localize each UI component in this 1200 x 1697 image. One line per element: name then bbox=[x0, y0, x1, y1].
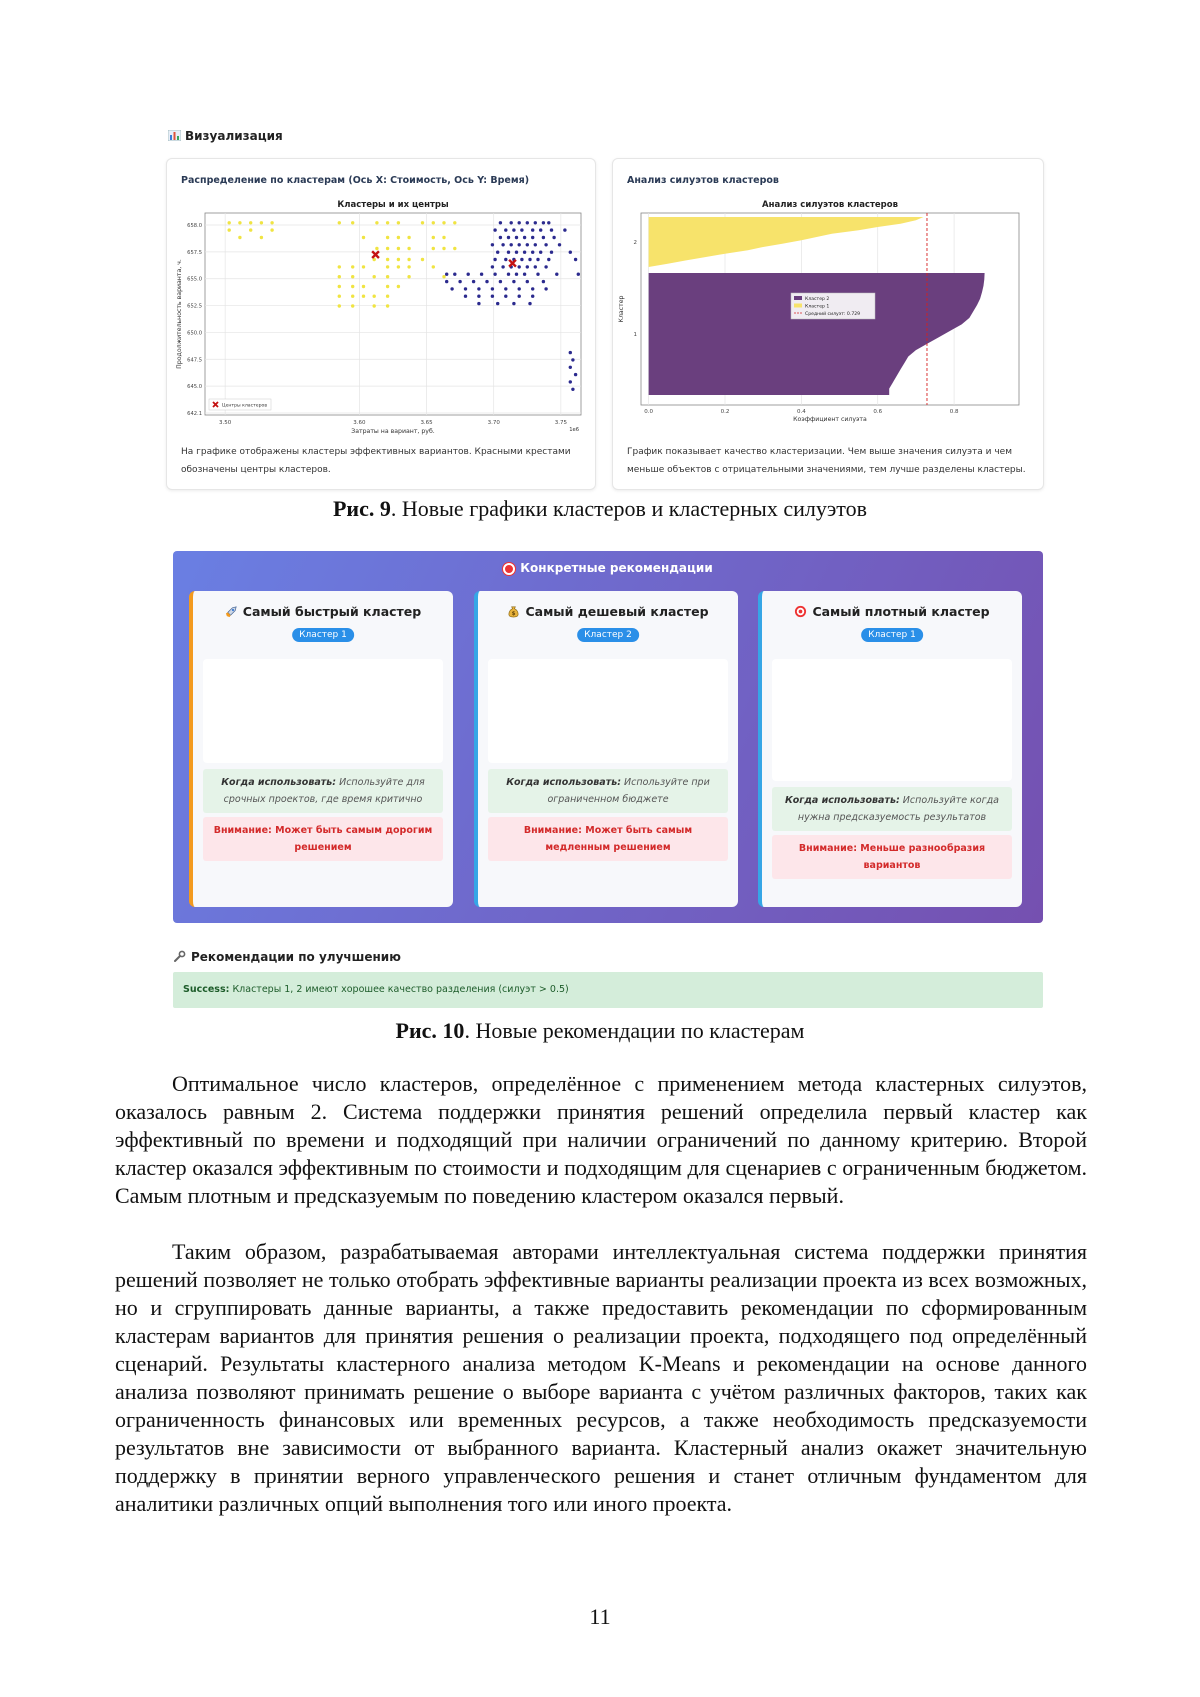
data-point bbox=[407, 265, 410, 268]
data-point bbox=[351, 295, 354, 298]
data-point bbox=[574, 258, 577, 261]
data-point bbox=[445, 273, 448, 276]
data-point bbox=[338, 221, 341, 224]
x-tick-label: 0.4 bbox=[796, 409, 806, 415]
warning-box bbox=[772, 835, 1012, 879]
cluster-badge: Кластер 2 bbox=[577, 628, 639, 642]
warning-box bbox=[203, 817, 443, 861]
data-point bbox=[338, 285, 341, 288]
data-point bbox=[526, 280, 529, 283]
card-title-text: Самый дешевый кластер bbox=[525, 604, 709, 619]
data-point bbox=[536, 273, 539, 276]
data-point bbox=[338, 295, 341, 298]
data-point bbox=[523, 236, 526, 239]
data-point bbox=[373, 304, 376, 307]
data-point bbox=[539, 228, 542, 231]
data-point bbox=[485, 280, 488, 283]
data-point bbox=[528, 302, 531, 305]
data-point bbox=[338, 304, 341, 307]
data-point bbox=[569, 251, 572, 254]
data-point bbox=[544, 265, 547, 268]
data-point bbox=[432, 221, 435, 224]
data-point bbox=[569, 380, 572, 383]
y-tick-label: 2 bbox=[633, 240, 637, 246]
card-title bbox=[762, 604, 1022, 619]
bar-chart-icon bbox=[168, 130, 181, 141]
data-point bbox=[373, 295, 376, 298]
data-point bbox=[493, 258, 496, 261]
visualization-heading bbox=[168, 129, 283, 143]
data-point bbox=[552, 236, 555, 239]
data-point bbox=[550, 251, 553, 254]
data-point bbox=[569, 351, 572, 354]
data-point bbox=[386, 304, 389, 307]
x-tick-label: 3.70 bbox=[487, 420, 500, 426]
card-title bbox=[478, 604, 738, 619]
legend-entry: Средний силуэт: 0.729 bbox=[805, 312, 861, 317]
recommendations-panel-title bbox=[173, 561, 1043, 575]
when-text: Используйте при ограниченном бюджете bbox=[547, 777, 710, 805]
x-tick-label: 3.60 bbox=[353, 420, 366, 426]
data-point bbox=[397, 221, 400, 224]
data-point bbox=[407, 258, 410, 261]
data-point bbox=[375, 247, 378, 250]
warning-label: Внимание: bbox=[798, 843, 857, 854]
data-point bbox=[407, 247, 410, 250]
data-point bbox=[375, 221, 378, 224]
silhouette-card-caption: График показывает качество кластеризации. Чем выше значения силуэта и чем меньше объектов с отрицательными значениями, тем лучше разделены кластеры. bbox=[627, 447, 1026, 475]
legend-swatch bbox=[794, 296, 802, 300]
data-point bbox=[351, 275, 354, 278]
data-point bbox=[499, 221, 502, 224]
data-point bbox=[534, 243, 537, 246]
data-point bbox=[421, 258, 424, 261]
y-tick-label: 658.0 bbox=[187, 223, 202, 229]
data-point bbox=[542, 280, 545, 283]
y-tick-label: 647.5 bbox=[187, 357, 202, 364]
legend-swatch bbox=[794, 304, 802, 308]
clusters-card-caption: На графике отображены кластеры эффективных вариантов. Красными крестами обозначены центры кластеров. bbox=[181, 447, 571, 475]
data-point bbox=[260, 236, 263, 239]
data-point bbox=[571, 388, 574, 391]
data-point bbox=[550, 228, 553, 231]
data-point bbox=[507, 273, 510, 276]
when-to-use-box bbox=[772, 787, 1012, 831]
data-point bbox=[571, 358, 574, 361]
data-point bbox=[491, 265, 494, 268]
data-point bbox=[512, 228, 515, 231]
warning-text: Меньше разнообразия вариантов bbox=[857, 843, 986, 871]
cluster-badge: Кластер 1 bbox=[292, 628, 354, 642]
data-point bbox=[507, 236, 510, 239]
data-point bbox=[518, 287, 521, 290]
data-point bbox=[526, 243, 529, 246]
data-point bbox=[472, 280, 475, 283]
legend-entry: Кластер 1 bbox=[805, 304, 830, 310]
data-point bbox=[238, 236, 241, 239]
data-point bbox=[397, 258, 400, 261]
when-label: Когда использовать: bbox=[506, 777, 622, 788]
data-point bbox=[442, 236, 445, 239]
paragraph-1: Оптимальное число кластеров, определённое с применением метода кластерных силуэтов, оказалось равным 2. Система поддержки принятия решений определила первый кластер как эффективный по времени и подходящий при наличии ограничений по данному критерию. Второй кластер оказался эффективным по стоимости и подходящим для сценариев с ограниченным бюджетом. Самым плотным и предсказуемым по поведению кластером оказался первый. bbox=[115, 1071, 1087, 1208]
data-point bbox=[480, 273, 483, 276]
chart-title: Анализ силуэтов кластеров bbox=[762, 200, 898, 210]
data-point bbox=[432, 236, 435, 239]
data-point bbox=[528, 258, 531, 261]
data-point bbox=[397, 265, 400, 268]
data-point bbox=[397, 236, 400, 239]
y-tick-label: 652.5 bbox=[187, 303, 202, 310]
warning-label: Внимание: bbox=[523, 825, 582, 836]
data-point bbox=[351, 265, 354, 268]
data-point bbox=[453, 221, 456, 224]
y-tick-label: 1 bbox=[633, 332, 637, 338]
data-point bbox=[270, 228, 273, 231]
data-point bbox=[531, 228, 534, 231]
chart-title: Кластеры и их центры bbox=[337, 200, 449, 210]
recommendation-card-cheapest bbox=[474, 591, 738, 907]
data-point bbox=[260, 221, 263, 224]
data-point bbox=[512, 280, 515, 283]
data-point bbox=[442, 221, 445, 224]
when-label: Когда использовать: bbox=[221, 777, 337, 788]
x-axis-label: Коэффициент силуэта bbox=[793, 416, 867, 423]
data-point bbox=[563, 228, 566, 231]
data-point bbox=[558, 243, 561, 246]
success-label: Success: bbox=[183, 984, 230, 995]
data-point bbox=[421, 221, 424, 224]
data-point bbox=[442, 247, 445, 250]
data-point bbox=[432, 247, 435, 250]
data-point bbox=[544, 287, 547, 290]
data-point bbox=[362, 236, 365, 239]
data-point bbox=[386, 295, 389, 298]
warning-label: Внимание: bbox=[213, 825, 272, 836]
card-title bbox=[193, 604, 453, 619]
data-point bbox=[526, 265, 529, 268]
data-point bbox=[477, 287, 480, 290]
recommendations-panel bbox=[173, 551, 1043, 923]
clusters-scatter-chart bbox=[167, 197, 595, 437]
y-tick-label: 645.0 bbox=[187, 384, 202, 391]
data-point bbox=[432, 265, 435, 268]
data-point bbox=[464, 287, 467, 290]
data-point bbox=[386, 247, 389, 250]
data-point bbox=[442, 275, 445, 278]
money-bag-icon bbox=[507, 605, 520, 618]
data-point bbox=[386, 265, 389, 268]
data-point bbox=[491, 295, 494, 298]
data-point bbox=[491, 287, 494, 290]
x-tick-label: 0.2 bbox=[720, 409, 730, 415]
data-point bbox=[574, 373, 577, 376]
data-point bbox=[523, 273, 526, 276]
recommendations-panel-title-text: Конкретные рекомендации bbox=[520, 561, 713, 575]
data-point bbox=[534, 221, 537, 224]
silhouette-card-title: Анализ силуэтов кластеров bbox=[627, 175, 779, 186]
figure-9-text: . Новые графики кластеров и кластерных силуэтов bbox=[390, 496, 868, 521]
x-tick-label: 3.50 bbox=[219, 420, 232, 426]
x-tick-label: 0.8 bbox=[949, 409, 959, 415]
data-point bbox=[518, 221, 521, 224]
data-point bbox=[496, 302, 499, 305]
data-point bbox=[515, 273, 518, 276]
warning-text: Может быть самым дорогим решением bbox=[271, 825, 433, 853]
data-point bbox=[238, 221, 241, 224]
data-point bbox=[515, 236, 518, 239]
x-axis-label: Затраты на вариант, руб. bbox=[351, 428, 435, 435]
data-point bbox=[491, 243, 494, 246]
data-point bbox=[518, 265, 521, 268]
data-point bbox=[515, 251, 518, 254]
page-number: 11 bbox=[589, 1604, 611, 1629]
figure-10-label: Рис. 10 bbox=[395, 1018, 465, 1043]
data-point bbox=[523, 251, 526, 254]
paragraph-2: Таким образом, разрабатываемая авторами интеллектуальная система поддержки принятия решений позволяет не только отобрать эффективные варианты реализации проекта из всех возможных, но и сгруппировать данные варианты, а также предоставить рекомендации по сформированным кластерам вариантов для принятия решения о реализации проекта, подходящего под определённый сценарий. Результаты кластерного анализа методом K-Means и рекомендации на основе данного анализа позволяют принимать решение о выборе варианта с учётом различных факторов, таких как ограниченность финансовых или временных ресурсов, а также необходимость предсказуемости результатов вне зависимости от выбранного варианта. Кластерный анализ окажет значительную поддержку в принятии верного управленческого решения и станет отличным фундаментом для аналитики различных опций выполнения того или иного проекта. bbox=[115, 1239, 1087, 1516]
data-point bbox=[397, 247, 400, 250]
data-point bbox=[362, 285, 365, 288]
y-tick-label: 657.5 bbox=[187, 249, 202, 256]
wrench-icon bbox=[173, 950, 186, 963]
data-point bbox=[577, 273, 580, 276]
data-point bbox=[520, 258, 523, 261]
figure-10-caption bbox=[0, 1018, 1200, 1044]
y-axis-label: Кластер bbox=[618, 295, 625, 323]
data-point bbox=[534, 265, 537, 268]
silhouette-chart-card bbox=[612, 158, 1044, 490]
data-point bbox=[453, 247, 456, 250]
data-point bbox=[526, 221, 529, 224]
data-point bbox=[493, 228, 496, 231]
data-point bbox=[544, 243, 547, 246]
data-point bbox=[555, 273, 558, 276]
data-point bbox=[351, 221, 354, 224]
silhouette-chart bbox=[613, 197, 1043, 437]
data-point bbox=[510, 243, 513, 246]
x-tick-label: 3.65 bbox=[420, 420, 433, 426]
data-point bbox=[386, 275, 389, 278]
when-label: Когда использовать: bbox=[784, 795, 900, 806]
rocket-icon bbox=[225, 605, 238, 618]
data-point bbox=[351, 285, 354, 288]
data-point bbox=[477, 302, 480, 305]
warning-box bbox=[488, 817, 728, 861]
data-point bbox=[542, 221, 545, 224]
improvement-heading-text: Рекомендации по улучшению bbox=[191, 950, 401, 964]
data-point bbox=[338, 265, 341, 268]
data-point bbox=[507, 251, 510, 254]
data-point bbox=[450, 287, 453, 290]
recommendation-card-fastest bbox=[189, 591, 453, 907]
data-point bbox=[445, 280, 448, 283]
improvement-heading bbox=[173, 950, 401, 964]
x-tick-label: 3.75 bbox=[554, 420, 567, 426]
data-point bbox=[499, 280, 502, 283]
x-tick-label: 0.0 bbox=[644, 409, 654, 415]
data-point bbox=[512, 302, 515, 305]
clusters-chart-card bbox=[166, 158, 596, 490]
data-point bbox=[493, 273, 496, 276]
y-axis-label: Продолжительность варианта, ч. bbox=[176, 259, 183, 369]
data-point bbox=[249, 221, 252, 224]
when-text: Используйте когда нужна предсказуемость результатов bbox=[797, 795, 999, 823]
data-point bbox=[520, 228, 523, 231]
target-icon bbox=[794, 605, 807, 618]
data-point bbox=[547, 258, 550, 261]
data-point bbox=[407, 275, 410, 278]
svg-text:$: $ bbox=[512, 611, 516, 618]
data-point bbox=[501, 243, 504, 246]
y-tick-label: 650.0 bbox=[187, 330, 202, 337]
data-point bbox=[362, 295, 365, 298]
data-point bbox=[539, 251, 542, 254]
data-point bbox=[531, 295, 534, 298]
visualization-heading-text: Визуализация bbox=[185, 129, 283, 143]
data-point bbox=[531, 287, 534, 290]
data-point bbox=[569, 366, 572, 369]
target-icon bbox=[503, 563, 515, 575]
data-point bbox=[397, 285, 400, 288]
card-content-area bbox=[488, 659, 728, 763]
recommendation-card-densest bbox=[758, 591, 1022, 907]
data-point bbox=[228, 228, 231, 231]
data-point bbox=[270, 221, 273, 224]
data-point bbox=[362, 265, 365, 268]
data-point bbox=[504, 287, 507, 290]
data-point bbox=[477, 295, 480, 298]
data-point bbox=[464, 295, 467, 298]
cluster-badge: Кластер 1 bbox=[861, 628, 923, 642]
data-point bbox=[504, 258, 507, 261]
data-point bbox=[547, 221, 550, 224]
data-point bbox=[518, 295, 521, 298]
plot-area bbox=[205, 213, 581, 415]
data-point bbox=[531, 236, 534, 239]
card-title-text: Самый быстрый кластер bbox=[242, 604, 422, 619]
data-point bbox=[373, 275, 376, 278]
data-point bbox=[499, 236, 502, 239]
when-to-use-box bbox=[488, 769, 728, 813]
when-text: Используйте для срочных проектов, где время критично bbox=[223, 777, 425, 805]
data-point bbox=[453, 273, 456, 276]
data-point bbox=[386, 258, 389, 261]
figure-10-text: . Новые рекомендации по кластерам bbox=[464, 1018, 805, 1043]
success-text: Кластеры 1, 2 имеют хорошее качество разделения (силуэт > 0.5) bbox=[229, 984, 569, 995]
data-point bbox=[531, 251, 534, 254]
data-point bbox=[351, 304, 354, 307]
data-point bbox=[407, 236, 410, 239]
when-to-use-box bbox=[203, 769, 443, 813]
data-point bbox=[458, 280, 461, 283]
data-point bbox=[510, 221, 513, 224]
data-point bbox=[338, 275, 341, 278]
figure-9-caption bbox=[0, 496, 1200, 522]
card-content-area bbox=[203, 659, 443, 763]
data-point bbox=[386, 285, 389, 288]
data-point bbox=[504, 295, 507, 298]
x-axis-multiplier: 1e6 bbox=[569, 427, 579, 433]
data-point bbox=[496, 251, 499, 254]
data-point bbox=[518, 243, 521, 246]
data-point bbox=[542, 236, 545, 239]
data-point bbox=[501, 265, 504, 268]
legend-entry: Центры кластеров bbox=[222, 403, 268, 409]
x-tick-label: 0.6 bbox=[873, 409, 883, 415]
data-point bbox=[467, 273, 470, 276]
card-title-text: Самый плотный кластер bbox=[812, 604, 990, 619]
card-content-area bbox=[772, 659, 1012, 781]
clusters-card-title: Распределение по кластерам (Ось X: Стоимость, Ось Y: Время) bbox=[181, 175, 530, 186]
data-point bbox=[536, 258, 539, 261]
data-point bbox=[249, 228, 252, 231]
y-tick-label: 655.0 bbox=[187, 276, 202, 283]
data-point bbox=[386, 221, 389, 224]
success-alert bbox=[173, 972, 1043, 1008]
y-tick-label: 642.1 bbox=[187, 411, 202, 417]
figure-9-label: Рис. 9 bbox=[332, 496, 391, 521]
legend-entry: Кластер 2 bbox=[805, 297, 830, 302]
data-point bbox=[228, 221, 231, 224]
data-point bbox=[386, 236, 389, 239]
warning-text: Может быть самым медленным решением bbox=[545, 825, 693, 853]
data-point bbox=[504, 228, 507, 231]
